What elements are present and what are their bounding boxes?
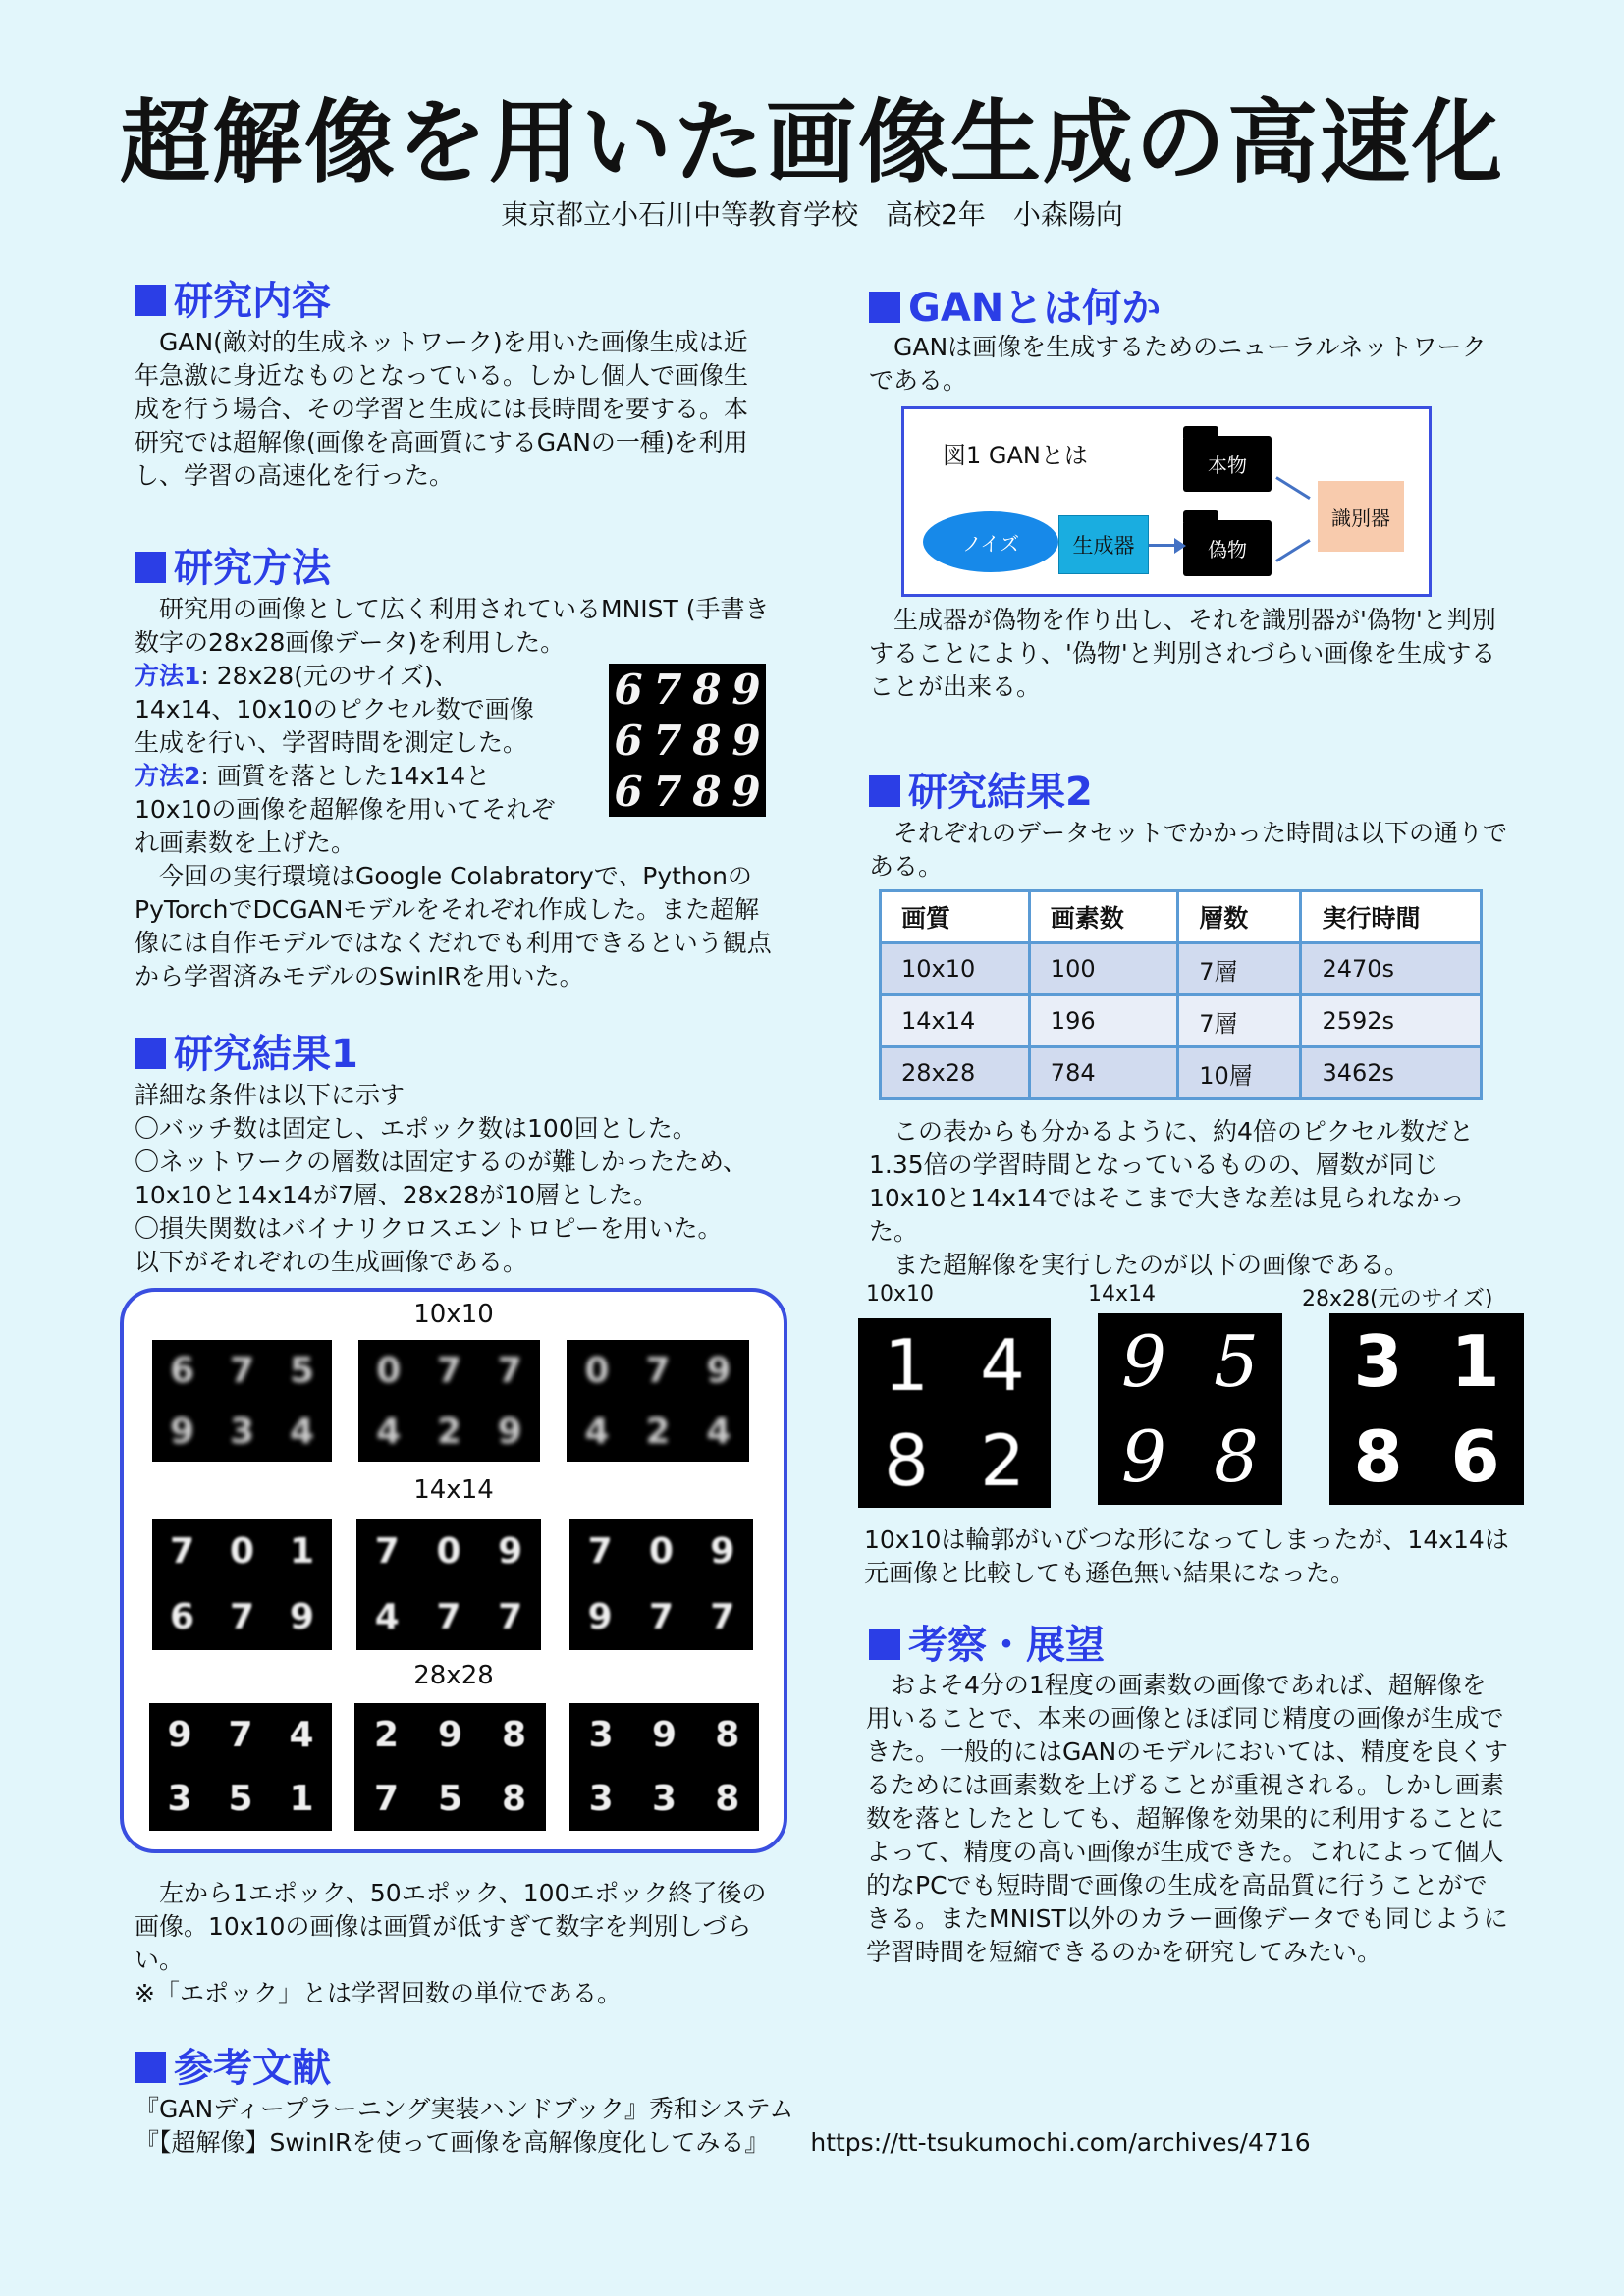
table-row: 14x14 196 7層 2592s — [881, 995, 1482, 1047]
generated-digit: 7 — [229, 1597, 255, 1637]
mnist-digit: 6 — [614, 665, 643, 714]
generated-image-14x14-epoch1 — [152, 1519, 332, 1650]
generated-digit: 2 — [645, 1411, 671, 1452]
generated-digit: 9 — [498, 1531, 523, 1572]
generated-digit: 3 — [229, 1411, 255, 1452]
square-bullet-icon — [135, 552, 166, 583]
square-bullet-icon — [869, 1629, 900, 1660]
gan-description: GANは画像を生成するためのニューラルネットワークである。 — [869, 333, 1487, 395]
generated-digit: 9 — [167, 1715, 192, 1755]
generated-digit: 3 — [588, 1779, 614, 1819]
super-resolution-image-10x10 — [858, 1318, 1051, 1508]
generated-digit: 7 — [373, 1779, 400, 1819]
mnist-digit: 7 — [653, 665, 682, 714]
references-list — [135, 2093, 1509, 2160]
generated-digit: 7 — [436, 1350, 462, 1391]
epoch-note: ※「エポック」とは学習回数の単位である。 — [135, 1979, 622, 2007]
generated-digit: 8 — [715, 1715, 740, 1755]
sr-digit: 6 — [1450, 1415, 1500, 1499]
generated-digit: 9 — [710, 1531, 735, 1572]
square-bullet-icon — [869, 775, 900, 807]
table-header: 画素数 — [1029, 891, 1177, 943]
sr-digit: 8 — [1353, 1415, 1403, 1499]
generated-digit: 3 — [651, 1779, 677, 1819]
mnist-digit: 8 — [692, 716, 722, 765]
generated-digit: 8 — [501, 1715, 527, 1755]
generated-digit: 0 — [584, 1350, 610, 1391]
real-folder-icon: 本物 — [1183, 436, 1272, 492]
original-image-28x28 — [1329, 1313, 1524, 1505]
mnist-digit: 8 — [692, 767, 722, 816]
condition-line: 詳細な条件は以下に示す — [135, 1081, 406, 1109]
generated-digit: 9 — [437, 1715, 463, 1755]
generated-digit: 3 — [588, 1715, 614, 1755]
mnist-digit: 7 — [653, 716, 682, 765]
sr-digit: 1 — [1450, 1319, 1500, 1403]
mnist-digit: 9 — [731, 665, 761, 714]
mnist-sample-image — [609, 664, 766, 817]
generated-digit: 7 — [228, 1715, 253, 1755]
heading-research-content: 研究内容 — [135, 280, 331, 323]
discussion-text: およそ4分の1程度の画素数の画像であれば、超解像を用いることで、本来の画像とほぼ同じ精度の画像が生成できた。一般的にはGANのモデルにおいては、精度を良くするためには画素数を上げることが重視される。しかし画素数を落としたとしても、超解像を効果的に利用することによって、精度の高い画像が生成できた。これによって個人的なPCでも短時間で画像の生成を高品質に行うことができる。またMNIST以外のカラー画像データでも同じように学習時間を短縮できるのかを研究してみたい。 — [866, 1671, 1508, 1966]
reference-item: 『【超解像】SwinIRを使って画像を高解像度化してみる』 https://tt-tsukumochi.com/archives/4716 — [135, 2128, 1311, 2157]
generated-digit: 6 — [169, 1597, 195, 1637]
method-2-label: 方法2 — [135, 762, 201, 790]
arrowhead-icon — [1174, 538, 1186, 554]
generated-digit: 9 — [289, 1597, 315, 1637]
generated-digit: 7 — [229, 1350, 255, 1391]
sr-digit: 5 — [1214, 1319, 1259, 1403]
method-1-label: 方法1 — [135, 662, 201, 690]
generated-digit: 9 — [587, 1597, 613, 1637]
condition-line: 以下がそれぞれの生成画像である。 — [135, 1248, 528, 1276]
generated-digit: 5 — [289, 1350, 315, 1391]
label-10x10: 10x10 — [413, 1300, 494, 1329]
results-1-caption: 左から1エポック、50エポック、100エポック終了後の画像。10x10の画像は画質が低すぎて数字を判別しづらい。 ※「エポック」とは学習回数の単位である。 — [135, 1877, 783, 2010]
sr-digit: 9 — [1121, 1319, 1166, 1403]
generated-digit: 1 — [289, 1779, 314, 1819]
heading-research-method: 研究方法 — [135, 547, 331, 590]
generated-digit: 2 — [436, 1411, 462, 1452]
mnist-digit: 7 — [653, 767, 682, 816]
generated-digit: 4 — [374, 1597, 400, 1637]
generated-digit: 0 — [436, 1531, 461, 1572]
generated-digit: 4 — [584, 1411, 610, 1452]
mnist-digit: 6 — [614, 767, 643, 816]
mnist-digit: 8 — [692, 665, 722, 714]
method-intro: 研究用の画像として広く利用されているMNIST (手書き数字の28x28画像データ)を利用した。 — [135, 595, 770, 657]
noise-node: ノイズ — [923, 511, 1058, 572]
generated-digit: 7 — [587, 1531, 613, 1572]
execution-environment: 今回の実行環境はGoogle Colabratoryで、PythonのPyTorchでDCGANモデルをそれぞれ作成した。また超解像には自作モデルではなくだれでも利用できるという観点から学習済みモデルのSwinIRを用いた。 — [135, 862, 772, 990]
heading-references: 参考文献 — [135, 2047, 331, 2090]
heading-results-2: 研究結果2 — [869, 771, 1093, 814]
sr-digit: 4 — [980, 1324, 1025, 1408]
generated-digit: 7 — [710, 1597, 735, 1637]
generated-digit: 5 — [228, 1779, 253, 1819]
sr-label-10x10: 10x10 — [866, 1282, 935, 1307]
sr-label-28x28: 28x28(元のサイズ) — [1302, 1287, 1493, 1311]
results-1-conditions — [135, 1079, 783, 1279]
reference-url: https://tt-tsukumochi.com/archives/4716 — [810, 2128, 1311, 2157]
generated-digit: 4 — [376, 1411, 402, 1452]
table-header: 画質 — [881, 891, 1030, 943]
sr-digit: 1 — [884, 1324, 929, 1408]
generated-digit: 7 — [498, 1597, 523, 1637]
mnist-digit: 9 — [731, 716, 761, 765]
discriminator-node: 識別器 — [1318, 481, 1404, 552]
generated-digit: 9 — [651, 1715, 677, 1755]
condition-line: 〇損失関数はバイナリクロスエントロピーを用いた。 — [135, 1214, 723, 1243]
gan-explanation: 生成器が偽物を作り出し、それを識別器が'偽物'と判別することにより、'偽物'と判別されづらい画像を生成することが出来る。 — [869, 606, 1496, 701]
generated-digit: 9 — [497, 1411, 522, 1452]
generated-image-28x28-epoch100 — [569, 1703, 759, 1831]
square-bullet-icon — [135, 1038, 166, 1069]
sr-digit: 3 — [1353, 1319, 1403, 1403]
generated-digit: 8 — [715, 1779, 740, 1819]
generated-image-28x28-epoch50 — [354, 1703, 546, 1831]
table-row: 10x10 100 7層 2470s — [881, 943, 1482, 995]
generated-digit: 7 — [436, 1597, 461, 1637]
generated-digit: 9 — [169, 1411, 195, 1452]
label-28x28: 28x28 — [413, 1661, 494, 1690]
method-1: 方法1: 28x28(元のサイズ)、14x14、10x10のピクセル数で画像生成を行い、学習時間を測定した。 — [135, 662, 534, 757]
table-header: 実行時間 — [1301, 891, 1482, 943]
generated-digit: 6 — [169, 1350, 195, 1391]
research-content-text: GAN(敵対的生成ネットワーク)を用いた画像生成は近年急激に身近なものとなっている。しかし個人で画像生成を行う場合、その学習と生成には長時間を要する。本研究では超解像(画像を高画質にするGANの一種)を利用し、学習の高速化を行った。 — [135, 328, 749, 490]
sr-digit: 8 — [884, 1418, 929, 1502]
results-2-intro: それぞれのデータセットでかかった時間は以下の通りである。 — [869, 819, 1508, 881]
square-bullet-icon — [135, 285, 166, 316]
generated-digit: 0 — [648, 1531, 675, 1572]
generated-image-10x10-epoch50 — [358, 1340, 540, 1462]
generated-digit: 3 — [167, 1779, 192, 1819]
generated-digit: 5 — [437, 1779, 463, 1819]
sr-digit: 9 — [1121, 1415, 1166, 1499]
table-row: 28x28 784 10層 3462s — [881, 1047, 1482, 1099]
generated-digit: 7 — [169, 1531, 195, 1572]
results-2-analysis: この表からも分かるように、約4倍のピクセル数だと1.35倍の学習時間となっているものの、層数が同じ10x10と14x14ではそこまで大きな差は見られなかった。 また超解像を実行したのが以下の画像である。 — [869, 1117, 1474, 1279]
generated-digit: 7 — [645, 1350, 671, 1391]
heading-discussion: 考察・展望 — [869, 1624, 1105, 1667]
generated-digit: 8 — [501, 1779, 527, 1819]
generated-image-10x10-epoch1 — [152, 1340, 332, 1462]
generated-digit: 4 — [289, 1411, 315, 1452]
sr-digit: 8 — [1214, 1415, 1259, 1499]
heading-results-1: 研究結果1 — [135, 1033, 358, 1076]
square-bullet-icon — [869, 292, 900, 323]
method-2: 方法2: 画質を落とした14x14と10x10の画像を超解像を用いてそれぞれ画素数を上げた。 — [135, 762, 556, 857]
gan-figure-title: 図1 GANとは — [943, 442, 1088, 469]
sr-label-14x14: 14x14 — [1088, 1282, 1157, 1307]
generated-image-28x28-epoch1 — [149, 1703, 332, 1831]
square-bullet-icon — [135, 2052, 166, 2083]
generated-digit: 0 — [229, 1531, 255, 1572]
heading-what-is-gan: GANとは何か — [869, 287, 1161, 330]
reference-item: 『GANディープラーニング実装ハンドブック』秀和システム — [135, 2095, 794, 2123]
condition-line: 〇ネットワークの層数は固定するのが難しかったため、10x10と14x14が7層、28x28が10層とした。 — [135, 1148, 748, 1209]
poster-title: 超解像を用いた画像生成の高速化 — [119, 90, 1504, 195]
results-table — [879, 889, 1483, 1100]
label-14x14: 14x14 — [413, 1475, 494, 1505]
condition-line: 〇バッチ数は固定し、エポック数は100回とした。 — [135, 1114, 697, 1143]
sr-digit: 2 — [980, 1418, 1025, 1502]
generated-digit: 4 — [706, 1411, 731, 1452]
generated-digit: 1 — [289, 1531, 315, 1572]
generator-node: 生成器 — [1058, 515, 1149, 574]
poster-subtitle: 東京都立小石川中等教育学校 高校2年 小森陽向 — [501, 198, 1123, 231]
mnist-digit: 9 — [731, 767, 761, 816]
generated-digit: 7 — [374, 1531, 400, 1572]
mnist-digit: 6 — [614, 716, 643, 765]
generated-image-10x10-epoch100 — [567, 1340, 749, 1462]
generated-digit: 2 — [373, 1715, 400, 1755]
fake-folder-icon: 偽物 — [1183, 520, 1272, 576]
table-header: 層数 — [1178, 891, 1301, 943]
generated-digit: 9 — [706, 1350, 731, 1391]
super-resolution-image-14x14 — [1098, 1313, 1282, 1505]
generated-digit: 7 — [648, 1597, 675, 1637]
generated-digit: 4 — [289, 1715, 314, 1755]
generated-digit: 7 — [497, 1350, 522, 1391]
results-2-conclusion: 10x10は輪郭がいびつな形になってしまったが、14x14は元画像と比較しても遜色無い結果になった。 — [864, 1525, 1509, 1587]
generated-image-14x14-epoch100 — [569, 1519, 753, 1650]
generated-digit: 0 — [376, 1350, 402, 1391]
generated-image-14x14-epoch50 — [356, 1519, 541, 1650]
